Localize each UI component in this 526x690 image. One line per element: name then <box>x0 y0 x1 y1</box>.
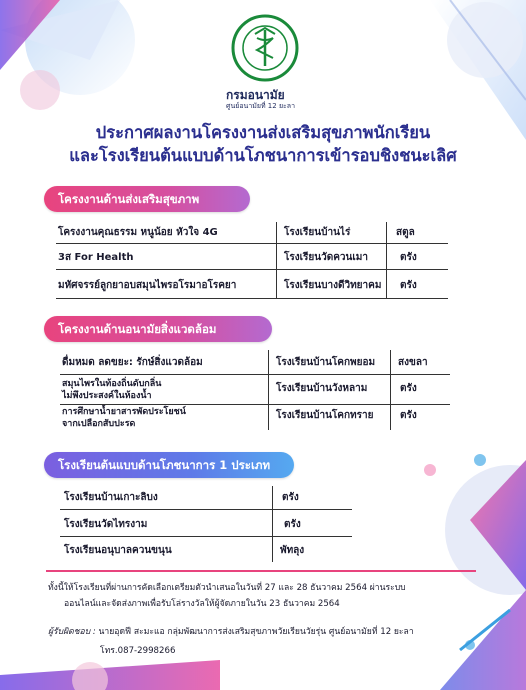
ministry-logo <box>231 14 299 82</box>
org-name: กรมอนามัย <box>226 88 285 102</box>
column-divider <box>276 222 277 298</box>
contact-label: ผู้รับผิดชอบ : <box>48 627 96 637</box>
school-name: โรงเรียนอนุบาลควนขนุน <box>64 545 172 556</box>
project-name: สมุนไพรในท้องถิ่นดับกลิ่น <box>62 379 162 389</box>
school-name: โรงเรียนบ้านโคกทราย <box>276 410 374 421</box>
row-divider <box>56 243 448 244</box>
row-divider <box>60 374 450 375</box>
province-name: ตรัง <box>282 492 299 503</box>
project-name: โครงงานคุณธรรม หนูน้อย หัวใจ 4G <box>58 227 218 238</box>
school-name: โรงเรียนบ้านวังหลาม <box>276 383 368 394</box>
project-name-line2: จากเปลือกสับปะรด <box>62 419 136 429</box>
school-name: โรงเรียนบางดีวิทยาคม <box>284 280 382 291</box>
table-row <box>62 378 452 406</box>
contact-person: นายอุดฟี สะมะแอ กลุ่มพัฒนาการส่งเสริมสุขภาพวัยเรียนวัยรุ่น ศูนย์อนามัยที่ 12 ยะลา <box>98 627 414 637</box>
footer-note-line1: ทั้งนี้ให้โรงเรียนที่ผ่านการคัดเลือกเตรียมตัวนำเสนอในวันที่ 27 และ 28 ธันวาคม 2564 ผ่านระบบ <box>48 583 406 593</box>
table-row <box>58 251 448 267</box>
section-heading-model-school: โรงเรียนต้นแบบด้านโภชนาการ 1 ประเภท <box>44 452 294 478</box>
page-title-line1: ประกาศผลงานโครงงานส่งเสริมสุขภาพนักเรียน <box>95 123 431 142</box>
province-name: ตรัง <box>400 383 417 394</box>
section-heading-environmental-health: โครงงานด้านอนามัยสิ่งแวดล้อม <box>44 316 272 342</box>
table-row <box>58 226 448 242</box>
province-name: ตรัง <box>400 280 417 291</box>
column-divider <box>386 222 387 298</box>
section-heading-health-promotion: โครงงานด้านส่งเสริมสุขภาพ <box>44 186 250 212</box>
province-name: ตรัง <box>400 252 417 263</box>
table-row <box>64 491 354 507</box>
column-divider <box>268 350 269 430</box>
project-name: มหัศจรรย์ลูกยาอบสมุนไพรอโรมาอโรคยา <box>58 280 237 291</box>
table-row <box>62 406 452 434</box>
row-divider <box>56 298 448 299</box>
footer-note-line2: ออนไลน์และจัดส่งภาพเพื่อรับโล่รางวัลให้ผู้จัดภายในวัน 23 ธันวาคม 2564 <box>64 599 340 609</box>
project-name-line2: ไม่พึงประสงค์ในห้องน้ำ <box>62 391 152 401</box>
project-name: ดื่มหมด ลดขยะ: รักษ์สิ่งแวดล้อม <box>62 357 203 368</box>
page-title-line2: และโรงเรียนต้นแบบด้านโภชนาการเข้ารอบชิงชนะเลิศ <box>69 146 457 165</box>
footer-phone: โทร.087-2998266 <box>100 646 176 656</box>
school-name: โรงเรียนบ้านโคกพยอม <box>276 357 376 368</box>
table-row <box>58 279 448 295</box>
project-name: 3ส For Health <box>58 252 134 263</box>
column-divider <box>390 350 391 430</box>
row-divider <box>60 509 352 510</box>
school-name: โรงเรียนวัดควนเมา <box>284 252 368 263</box>
province-name: ตรัง <box>284 519 301 530</box>
school-name: โรงเรียนบ้านไร่ <box>284 227 351 238</box>
column-divider <box>272 486 273 562</box>
table-row <box>64 518 354 534</box>
row-divider <box>60 404 450 405</box>
school-name: โรงเรียนบ้านเกาะลิบง <box>64 492 158 503</box>
row-divider <box>56 269 448 270</box>
province-name: สงขลา <box>398 357 428 368</box>
table-row <box>64 544 354 560</box>
row-divider <box>60 536 352 537</box>
province-name: ตรัง <box>400 410 417 421</box>
province-name: สตูล <box>396 227 415 238</box>
project-name: การศึกษาน้ำยาสารพัดประโยชน์ <box>62 407 186 417</box>
org-subtitle: ศูนย์อนามัยที่ 12 ยะลา <box>226 102 296 110</box>
province-name: พัทลุง <box>280 545 305 556</box>
footer-contact <box>48 625 414 640</box>
footer-divider <box>46 570 476 572</box>
table-row <box>62 356 452 372</box>
decor-bottom-right <box>400 440 526 690</box>
decor-top-left <box>0 0 200 140</box>
school-name: โรงเรียนวัดไทรงาม <box>64 519 148 530</box>
